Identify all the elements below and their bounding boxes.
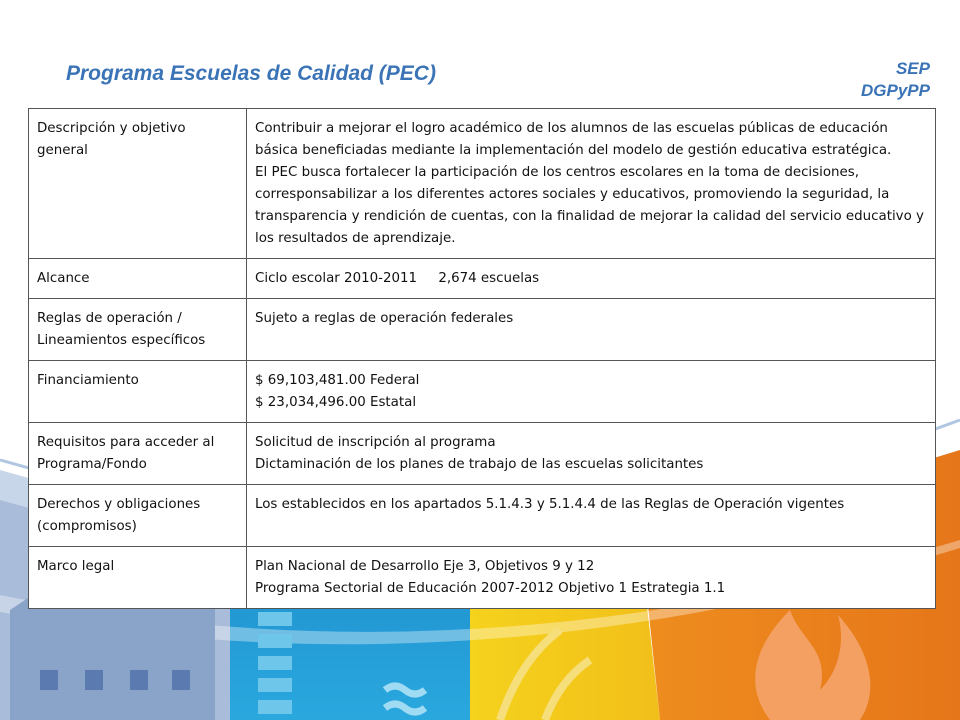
table-row-rules: [29, 299, 936, 361]
value-line: Sujeto a reglas de operación federales: [255, 311, 514, 326]
row-label: Reglas de operación / Lineamientos específicos: [29, 299, 247, 361]
row-label: Marco legal: [29, 547, 247, 609]
value-line: $ 69,103,481.00 Federal: [255, 373, 420, 388]
table-row-description: [29, 109, 936, 259]
row-label: Financiamiento: [29, 361, 247, 423]
row-value: [247, 259, 936, 299]
page-title: Programa Escuelas de Calidad (PEC): [66, 62, 436, 85]
organization-line-dgpypp: DGPyPP: [861, 81, 930, 100]
value-line: Dictaminación de los planes de trabajo de las escuelas solicitantes: [255, 457, 704, 472]
row-value: [247, 423, 936, 485]
value-line: $ 23,034,496.00 Estatal: [255, 395, 417, 410]
row-label: Alcance: [29, 259, 247, 299]
row-label: Derechos y obligaciones (compromisos): [29, 485, 247, 547]
organization-line-sep: SEP: [895, 59, 930, 78]
row-value: [247, 299, 936, 361]
value-line: Programa Sectorial de Educación 2007-2012 Objetivo 1 Estrategia 1.1: [255, 581, 726, 596]
table-row-requirements: [29, 423, 936, 485]
value-line: Los establecidos en los apartados 5.1.4.3 y 5.1.4.4 de las Reglas de Operación vigentes: [255, 497, 845, 512]
table-row-rights: [29, 485, 936, 547]
row-label: Descripción y objetivo general: [29, 109, 247, 259]
row-value: [247, 361, 936, 423]
row-value: [247, 109, 936, 259]
program-info-table: [28, 108, 936, 609]
value-line: Ciclo escolar 2010-2011 2,674 escuelas: [255, 271, 540, 286]
value-line: El PEC busca fortalecer la participación de los centros escolares en la toma de decisiones, corresponsabilizar a los diferentes actores sociales y educativos, promoviendo la seguridad, la transparencia y rendición de cuentas, con la finalidad de mejorar la calidad del servicio educativo y los resultados de aprendizaje.: [255, 165, 924, 246]
table-row-legal: [29, 547, 936, 609]
value-line: Contribuir a mejorar el logro académico de los alumnos de las escuelas públicas de educación básica beneficiadas mediante la implementación del modelo de gestión educativa estratégica.: [255, 121, 892, 158]
value-line: Solicitud de inscripción al programa: [255, 435, 496, 450]
row-value: [247, 485, 936, 547]
table-row-financing: [29, 361, 936, 423]
value-line: Plan Nacional de Desarrollo Eje 3, Objetivos 9 y 12: [255, 559, 595, 574]
row-label: Requisitos para acceder al Programa/Fondo: [29, 423, 247, 485]
organization-label: [861, 58, 930, 102]
row-value: [247, 547, 936, 609]
table-row-scope: [29, 259, 936, 299]
